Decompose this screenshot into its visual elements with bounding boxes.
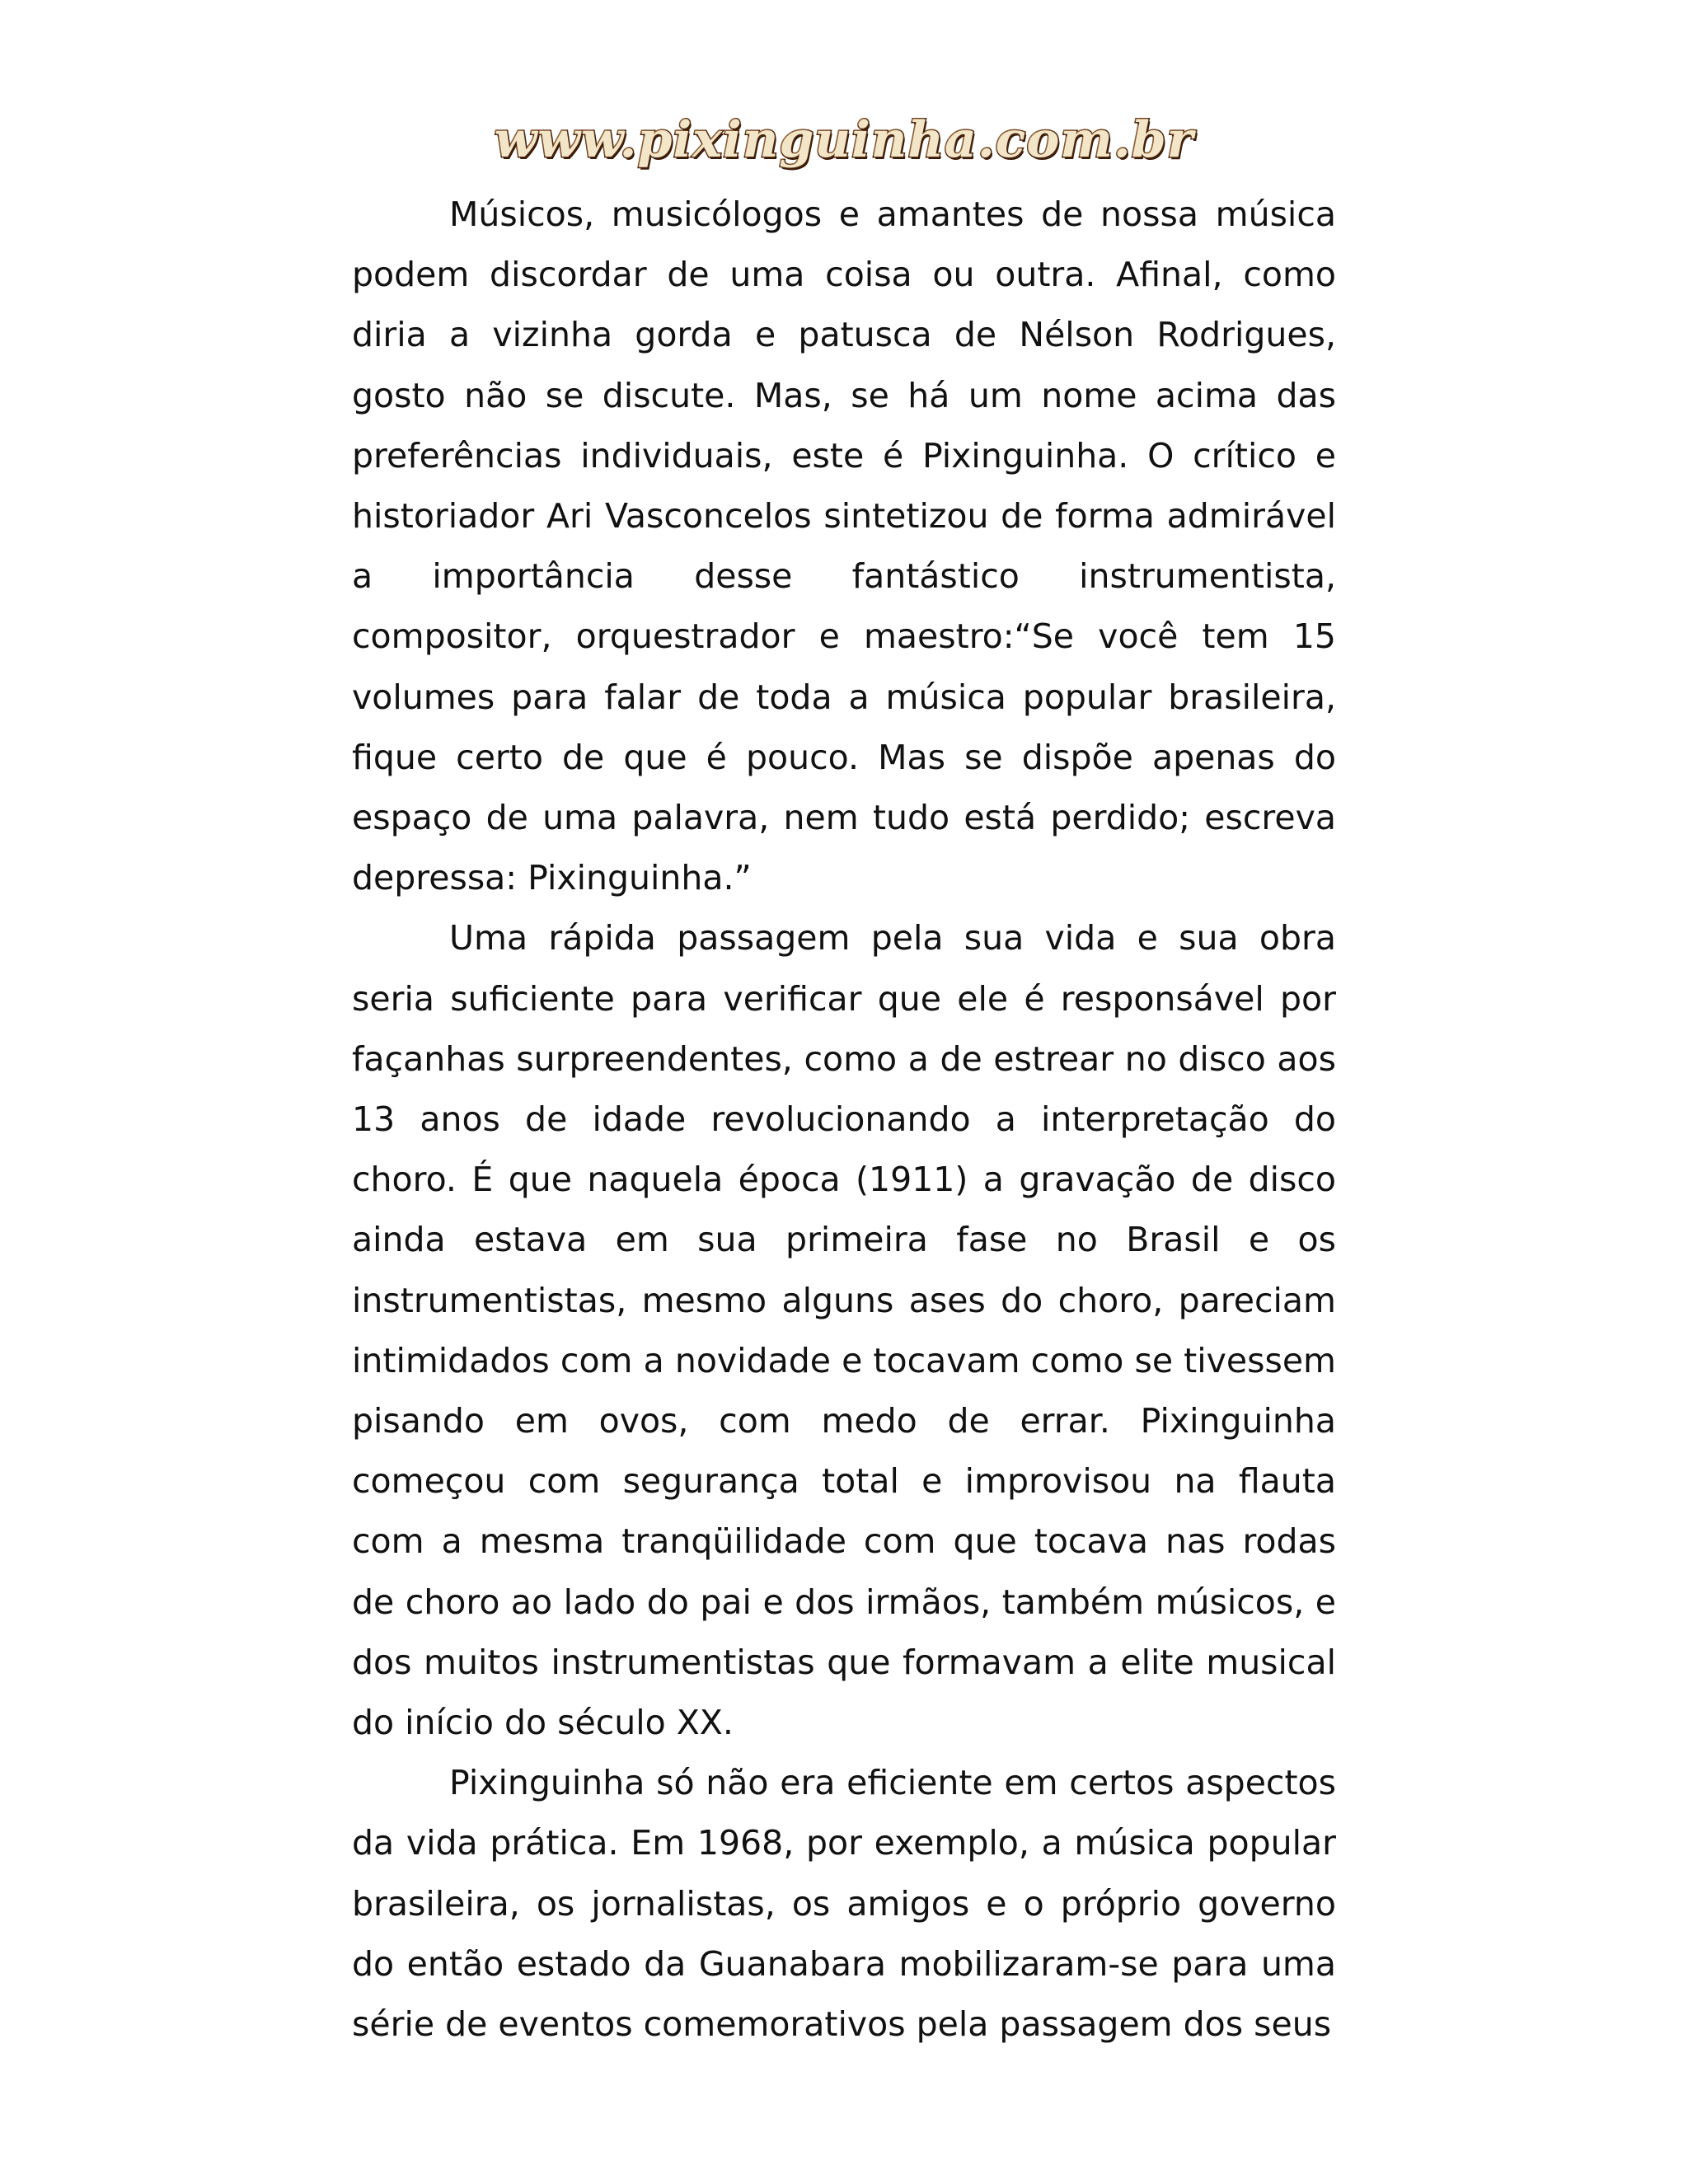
paragraph-1: Músicos, musicólogos e amantes de nossa música podem discordar de uma coisa ou outra. Afinal, como diria a vizinha gorda e patusca de Nélson Rodrigues, gosto não se discute. Mas, se há um nome acima das preferências individuais, este é Pixinguinha. O crítico e historiador Ari Vasconcelos sintetizou de forma admirável a importância desse fantástico instrumentista, compositor, orquestrador e maestro:“Se você tem 15 volumes para falar de toda a música popular brasileira, fique certo de que é pouco. Mas se dispõe apenas do espaço de uma palavra, nem tudo está perdido; escreva depressa: Pixinguinha.”	[352, 194, 1336, 898]
document-body	[352, 185, 1336, 2055]
site-logo: www.pixinguinha.com.br	[494, 111, 1194, 169]
paragraph-2: Uma rápida passagem pela sua vida e sua obra seria suficiente para verificar que ele é responsável por façanhas surpreendentes, como a de estrear no disco aos 13 anos de idade revolucionando a interpretação do choro. É que naquela época (1911) a gravação de disco ainda estava em sua primeira fase no Brasil e os instrumentistas, mesmo alguns ases do choro, pareciam intimidados com a novidade e tocavam como se tivessem pisando em ovos, com medo de errar. Pixinguinha começou com segurança total e improvisou na flauta com a mesma tranqüilidade com que tocava nas rodas de choro ao lado do pai e dos irmãos, também músicos, e dos muitos instrumentistas que formavam a elite musical do início do século XX.	[352, 918, 1336, 1743]
paragraph-3: Pixinguinha só não era eficiente em certos aspectos da vida prática. Em 1968, por exemplo, a música popular brasileira, os jornalistas, os amigos e o próprio governo do então estado da Guanabara mobilizaram-se para uma série de eventos comemorativos pela passagem dos seus	[352, 1763, 1336, 2045]
